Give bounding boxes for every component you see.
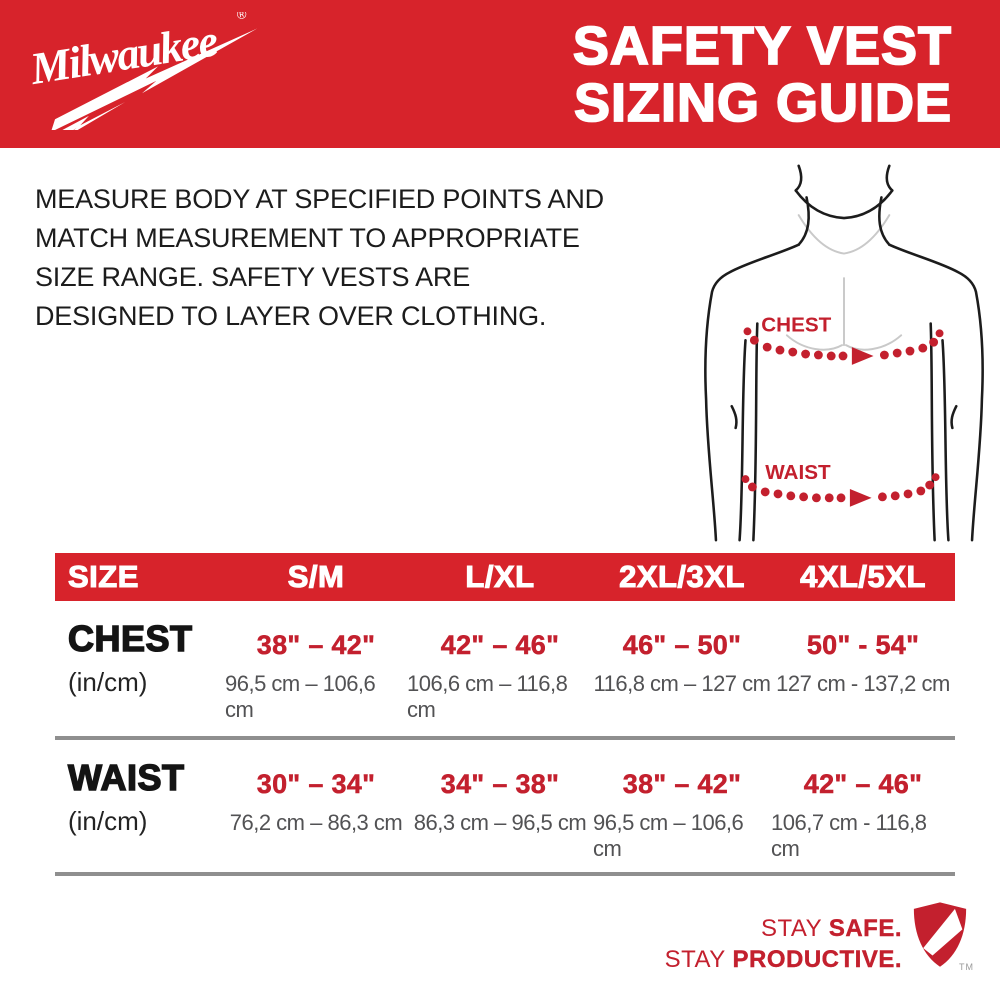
page-title xyxy=(573,18,952,132)
milwaukee-logo-text: Milwaukee xyxy=(28,15,220,95)
intro-paragraph xyxy=(35,180,655,336)
tagline-stay-1: STAY xyxy=(760,915,829,942)
table-row-waist xyxy=(55,740,955,875)
waist-4xl5xl-inches: 42" – 46" xyxy=(803,769,923,799)
col-header-4xl5xl: 4XL/5XL xyxy=(800,559,926,594)
chest-2xl3xl-inches: 46" – 50" xyxy=(622,630,742,660)
intro-line: MATCH MEASUREMENT TO APPROPRIATE xyxy=(35,223,580,253)
tagline-line-2 xyxy=(665,944,902,975)
row-label-chest: CHEST xyxy=(68,618,193,659)
tagline-text xyxy=(665,913,902,975)
waist-4xl5xl-cell xyxy=(771,740,955,875)
chest-lxl-cm: 106,6 cm – 116,8 cm xyxy=(407,671,568,722)
chest-4xl5xl-cell xyxy=(771,601,955,736)
waist-lxl-cm: 86,3 cm – 96,5 cm xyxy=(413,810,587,835)
masthead xyxy=(0,0,1000,148)
title-line-1: SAFETY VEST xyxy=(572,16,952,76)
tagline-stay-2: STAY xyxy=(664,946,733,973)
chest-label-cell xyxy=(55,601,225,736)
waist-2xl3xl-inches: 38" – 42" xyxy=(622,769,742,799)
size-table-header xyxy=(55,553,955,601)
milwaukee-logo xyxy=(28,12,268,130)
col-header-lxl: L/XL xyxy=(465,559,535,594)
waist-2xl3xl-cell xyxy=(593,740,771,875)
chest-4xl5xl-cm: 127 cm - 137,2 cm xyxy=(776,671,950,696)
milwaukee-logo-icon xyxy=(28,12,268,130)
waist-sm-cell xyxy=(225,740,407,875)
chest-4xl5xl-inches: 50" - 54" xyxy=(806,630,920,660)
col-header-sm: S/M xyxy=(287,559,345,594)
waist-sm-cm: 76,2 cm – 86,3 cm xyxy=(229,810,403,835)
chest-sm-inches: 38" – 42" xyxy=(256,630,376,660)
waist-2xl3xl-cm: 96,5 cm – 106,6 cm xyxy=(593,810,744,861)
shield-logo xyxy=(912,900,974,972)
waist-lxl-cell xyxy=(407,740,593,875)
chest-sm-cm: 96,5 cm – 106,6 cm xyxy=(225,671,376,722)
chest-lxl-cell xyxy=(407,601,593,736)
tagline-line-1 xyxy=(665,913,902,944)
intro-line: DESIGNED TO LAYER OVER CLOTHING. xyxy=(35,301,547,331)
footer-tagline xyxy=(664,900,974,975)
intro-line: SIZE RANGE. SAFETY VESTS ARE xyxy=(35,262,471,292)
waist-4xl5xl-cm: 106,7 cm - 116,8 cm xyxy=(771,810,927,861)
registered-mark: ® xyxy=(235,12,248,23)
title-line-2: SIZING GUIDE xyxy=(573,73,952,133)
row-label-waist: WAIST xyxy=(68,757,185,798)
waist-lxl-inches: 34" – 38" xyxy=(440,769,560,799)
chest-sm-cell xyxy=(225,601,407,736)
table-row-chest xyxy=(55,601,955,736)
row-unit-waist: (in/cm) xyxy=(68,806,148,836)
chest-2xl3xl-cm: 116,8 cm – 127 cm xyxy=(593,671,771,696)
waist-label-cell xyxy=(55,740,225,875)
tagline-safe: SAFE. xyxy=(828,915,902,942)
row-divider xyxy=(55,872,955,876)
row-unit-chest: (in/cm) xyxy=(68,667,148,697)
chest-lxl-inches: 42" – 46" xyxy=(440,630,560,660)
torso-figure-icon xyxy=(693,158,995,552)
col-header-size: SIZE xyxy=(68,559,139,594)
tagline-productive: PRODUCTIVE. xyxy=(732,946,902,973)
torso-illustration xyxy=(693,158,995,552)
col-header-2xl3xl: 2XL/3XL xyxy=(619,559,745,594)
figure-waist-label: WAIST xyxy=(765,461,831,485)
intro-line: MEASURE BODY AT SPECIFIED POINTS AND xyxy=(35,184,604,214)
figure-chest-label: CHEST xyxy=(761,313,832,337)
chest-2xl3xl-cell xyxy=(593,601,771,736)
waist-sm-inches: 30" – 34" xyxy=(256,769,376,799)
trademark-symbol: TM xyxy=(959,962,974,972)
shield-icon xyxy=(912,900,968,970)
